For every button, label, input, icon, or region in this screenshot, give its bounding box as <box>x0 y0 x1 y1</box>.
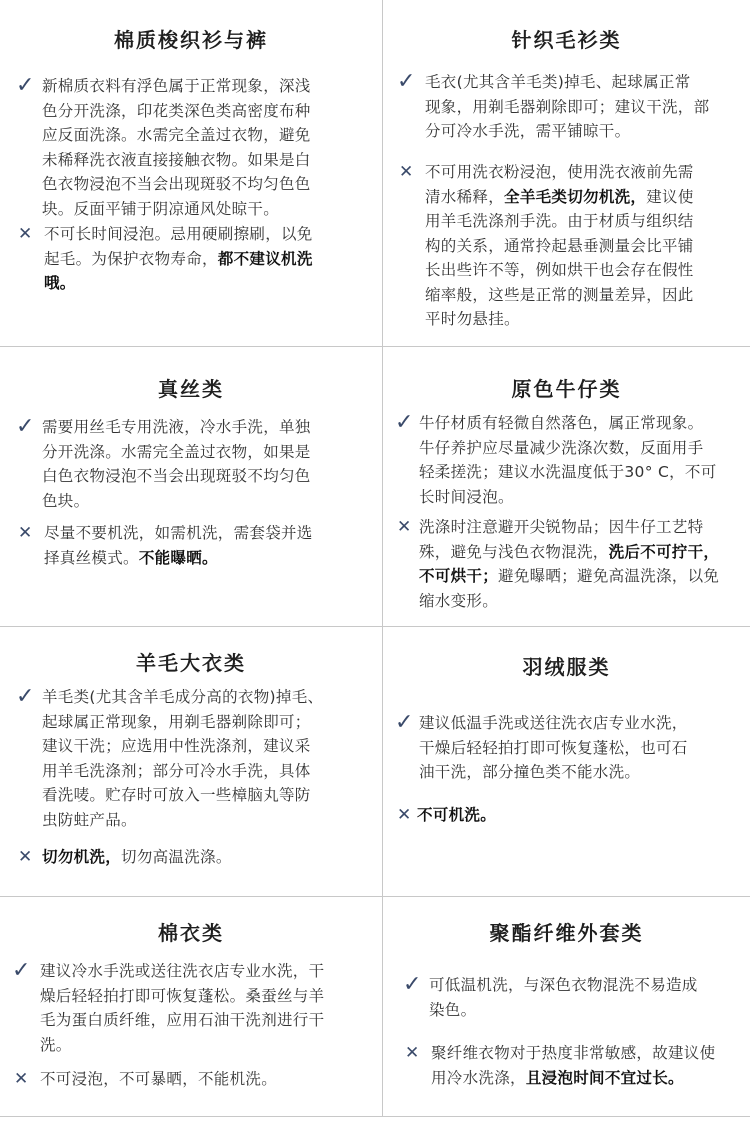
cross-icon: ✕ <box>399 162 414 182</box>
check-icon: ✓ <box>395 710 414 735</box>
do-text: 建议低温手洗或送往洗衣店专业水洗， 干燥后轻轻拍打即可恢复蓬松，也可石 油干洗，部分撞色类不能水洗。 <box>419 714 688 781</box>
card-title: 羽绒服类 <box>522 655 611 679</box>
cross-icon: ✕ <box>14 1069 29 1089</box>
do-item <box>395 411 743 511</box>
row-divider <box>0 1116 750 1117</box>
dont-text-rest: 建议使 用羊毛洗涤剂手洗。由于材质与组织结 构的关系，通常拎起悬垂测量会比平铺 长出些许不等，例如烘干也会存在假性 缩率般，这些是正常的测量差异，因此 平时勿悬挂。 <box>425 187 694 328</box>
card-title: 棉衣类 <box>158 921 224 945</box>
do-text: 牛仔材质有轻微自然落色，属正常现象。 牛仔养护应尽量减少洗涤次数，反面用手 轻柔搓洗；建议水洗温度低于30° C，不可 长时间浸泡。 <box>419 414 717 506</box>
do-item <box>403 973 743 1033</box>
card-title: 棉质梭织衫与裤 <box>114 28 268 52</box>
card-title: 聚酯纤维外套类 <box>489 921 644 945</box>
dont-text: 不可长时间浸泡。忌用硬刷擦刷，以免 起毛。为保护衣物寿命， <box>44 225 313 268</box>
cross-icon: ✕ <box>397 517 412 537</box>
dont-text-bold: 不能曝晒。 <box>138 548 218 567</box>
do-text: 建议冷水手洗或送往洗衣店专业水洗，干 燥后轻轻拍打即可恢复蓬松。桑蚕丝与羊 毛为蛋白质纤维，应用石油干洗剂进行干 洗。 <box>40 962 325 1054</box>
card-title: 真丝类 <box>158 377 224 401</box>
care-card-silk <box>0 347 382 626</box>
dont-item <box>16 222 356 292</box>
card-title: 原色牛仔类 <box>511 377 622 401</box>
dont-item <box>16 845 362 875</box>
dont-text-bold: 全羊毛类切勿机洗， <box>504 187 647 206</box>
care-card-wool-coat <box>0 627 382 896</box>
cross-icon: ✕ <box>18 224 33 244</box>
card-title: 羊毛大衣类 <box>136 651 246 675</box>
card-title: 针织毛衫类 <box>511 28 622 52</box>
cross-icon: ✕ <box>397 805 412 825</box>
dont-item <box>403 1041 743 1101</box>
dont-item <box>395 515 743 615</box>
check-icon: ✓ <box>403 972 422 997</box>
do-item <box>12 959 364 1059</box>
cross-icon: ✕ <box>18 847 33 867</box>
dont-text: 尽量不要机洗，如需机洗，需套袋并选 择真丝模式。 <box>44 524 313 567</box>
do-item <box>16 415 356 515</box>
cross-icon: ✕ <box>405 1043 420 1063</box>
dont-text-bold: 都不建议机洗 哦。 <box>44 249 313 292</box>
do-text: 羊毛类(尤其含羊毛成分高的衣物)掉毛、 起球属正常现象，用剃毛器剃除即可； 建议干洗；应选用中性洗涤剂，建议采 用羊毛洗涤剂；部分可冷水手洗，具体 看洗唛。贮存时可放入一些樟脑丸等防 虫防蛀产品。 <box>42 688 324 829</box>
dont-text: 不可用洗衣粉浸泡，使用洗衣液前先需 清水稀释， <box>425 163 694 206</box>
care-card-padded-coat <box>0 897 382 1116</box>
dont-text-bold: 切勿机洗， <box>42 848 122 866</box>
dont-text-rest: 切勿高温洗涤。 <box>121 848 232 866</box>
care-card-polyester-jacket <box>383 897 750 1116</box>
dont-text: 不可浸泡，不可暴晒，不能机洗。 <box>40 1070 278 1088</box>
do-item <box>16 685 362 835</box>
dont-text-bold: 且浸泡时间不宜过长。 <box>525 1068 684 1087</box>
dont-text-bold: 不可机洗。 <box>417 806 497 824</box>
check-icon: ✓ <box>16 73 35 98</box>
dont-item <box>397 160 737 328</box>
do-text: 毛衣(尤其含羊毛类)掉毛、起球属正常 现象，用剃毛器剃除即可；建议干洗，部 分可冷水手洗，需平铺晾干。 <box>425 73 710 140</box>
do-text: 可低温机洗，与深色衣物混洗不易造成 染色。 <box>429 976 698 1019</box>
care-card-raw-denim <box>383 347 750 626</box>
dont-text: 洗涤时注意避开尖锐物品；因牛仔工艺特 殊，避免与浅色衣物混洗， <box>419 518 704 561</box>
dont-text: 聚纤维衣物对于热度非常敏感，故建议使 用冷水洗涤， <box>431 1044 716 1087</box>
check-icon: ✓ <box>16 684 35 709</box>
dont-item <box>395 803 743 833</box>
check-icon: ✓ <box>12 958 31 983</box>
do-item <box>16 74 356 224</box>
dont-text-rest: 避免曝晒；避免高温洗涤，以免 缩水变形。 <box>419 567 720 610</box>
do-item <box>395 711 743 791</box>
do-text: 新棉质衣料有浮色属于正常现象，深浅 色分开洗涤，印花类深色类高密度布种 应反面洗涤。水需完全盖过衣物，避免 未稀释洗衣液直接接触衣物。如果是白 色衣物浸泡不当会出现斑驳不均匀色色 块。反面平铺于阴凉通风处晾干。 <box>42 77 311 218</box>
do-item <box>397 70 737 150</box>
check-icon: ✓ <box>395 410 414 435</box>
dont-item <box>16 521 356 571</box>
check-icon: ✓ <box>16 414 35 439</box>
do-text: 需要用丝毛专用洗液，冷水手洗，单独 分开洗涤。水需完全盖过衣物，如果是 白色衣物浸泡不当会出现斑驳不均匀色 色块。 <box>42 418 311 510</box>
care-card-down-jacket <box>383 627 750 896</box>
check-icon: ✓ <box>397 69 416 94</box>
cross-icon: ✕ <box>18 523 33 543</box>
dont-item <box>12 1067 364 1097</box>
care-card-knit-sweater <box>383 0 750 346</box>
dont-text-bold: 洗后不可拧干， 不可烘干； <box>419 542 720 585</box>
care-card-cotton-woven <box>0 0 382 346</box>
